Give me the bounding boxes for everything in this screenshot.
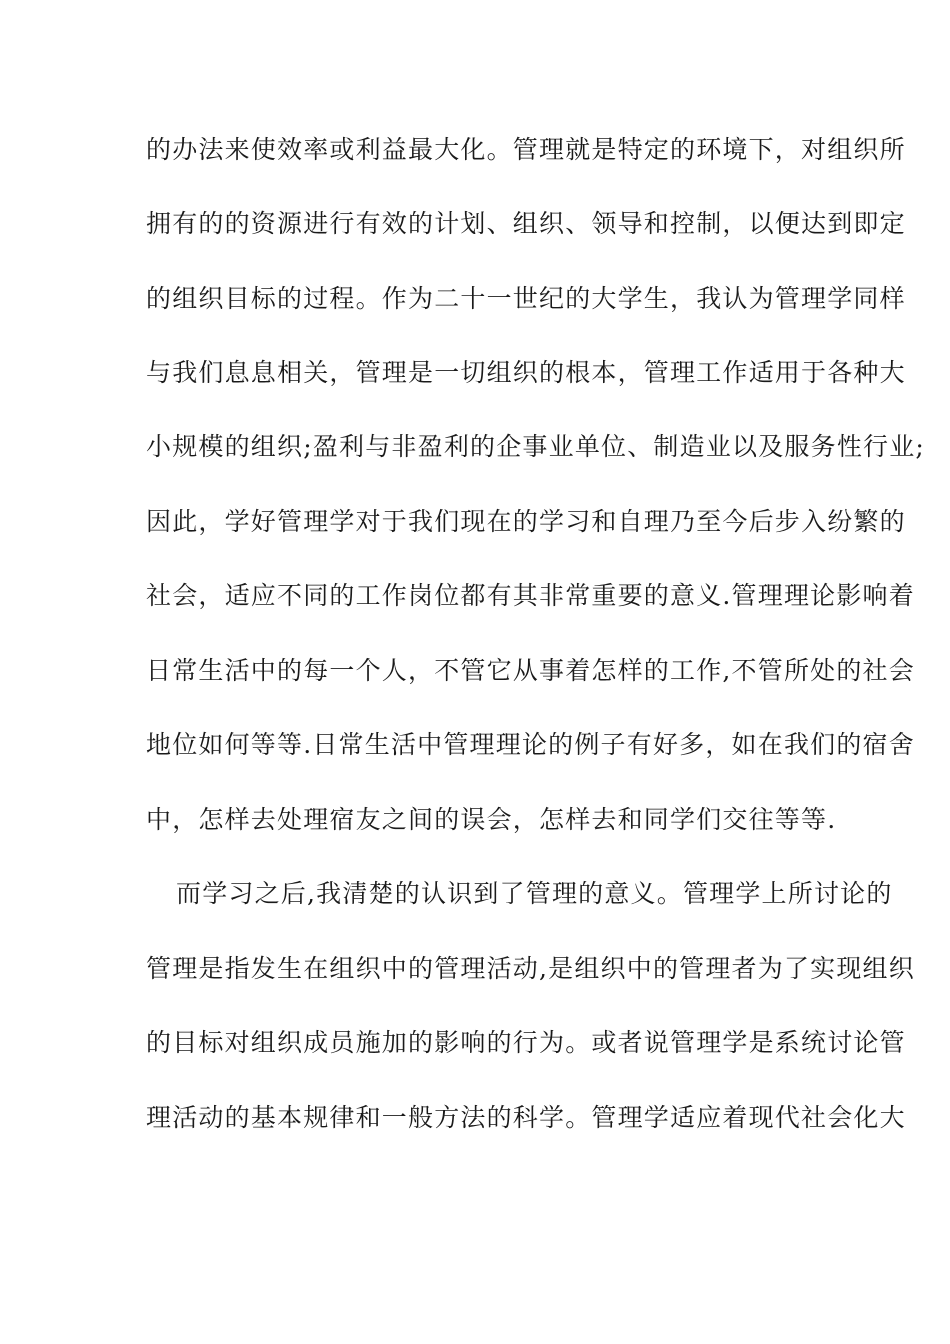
paragraph-start-line: 而学习之后,我清楚的认识到了管理的意义。管理学上所讨论的 [176, 879, 893, 908]
body-text-line: 的办法来使效率或利益最大化。管理就是特定的环境下，对组织所 [146, 135, 906, 164]
body-text-line: 的组织目标的过程。作为二十一世纪的大学生，我认为管理学同样 [146, 284, 906, 313]
body-text-line: 管理是指发生在组织中的管理活动,是组织中的管理者为了实现组织 [146, 954, 915, 983]
body-text-line: 日常生活中的每一个人，不管它从事着怎样的工作,不管所处的社会 [146, 656, 915, 685]
body-text-line: 的目标对组织成员施加的影响的行为。或者说管理学是系统讨论管 [146, 1028, 906, 1057]
body-text-line: 拥有的的资源进行有效的计划、组织、领导和控制，以便达到即定 [146, 209, 906, 238]
body-text-line: 社会，适应不同的工作岗位都有其非常重要的意义.管理理论影响着 [146, 581, 915, 610]
body-text-line: 理活动的基本规律和一般方法的科学。管理学适应着现代社会化大 [146, 1103, 906, 1132]
body-text-line: 因此，学好管理学对于我们现在的学习和自理乃至今后步入纷繁的 [146, 507, 906, 536]
body-text-line: 中，怎样去处理宿友之间的误会，怎样去和同学们交往等等. [146, 805, 837, 834]
body-text-line: 地位如何等等.日常生活中管理理论的例子有好多，如在我们的宿舍 [146, 730, 915, 759]
body-text-line: 与我们息息相关，管理是一切组织的根本，管理工作适用于各种大 [146, 358, 906, 387]
body-text-line: 小规模的组织;盈利与非盈利的企事业单位、制造业以及服务性行业; [146, 432, 926, 461]
